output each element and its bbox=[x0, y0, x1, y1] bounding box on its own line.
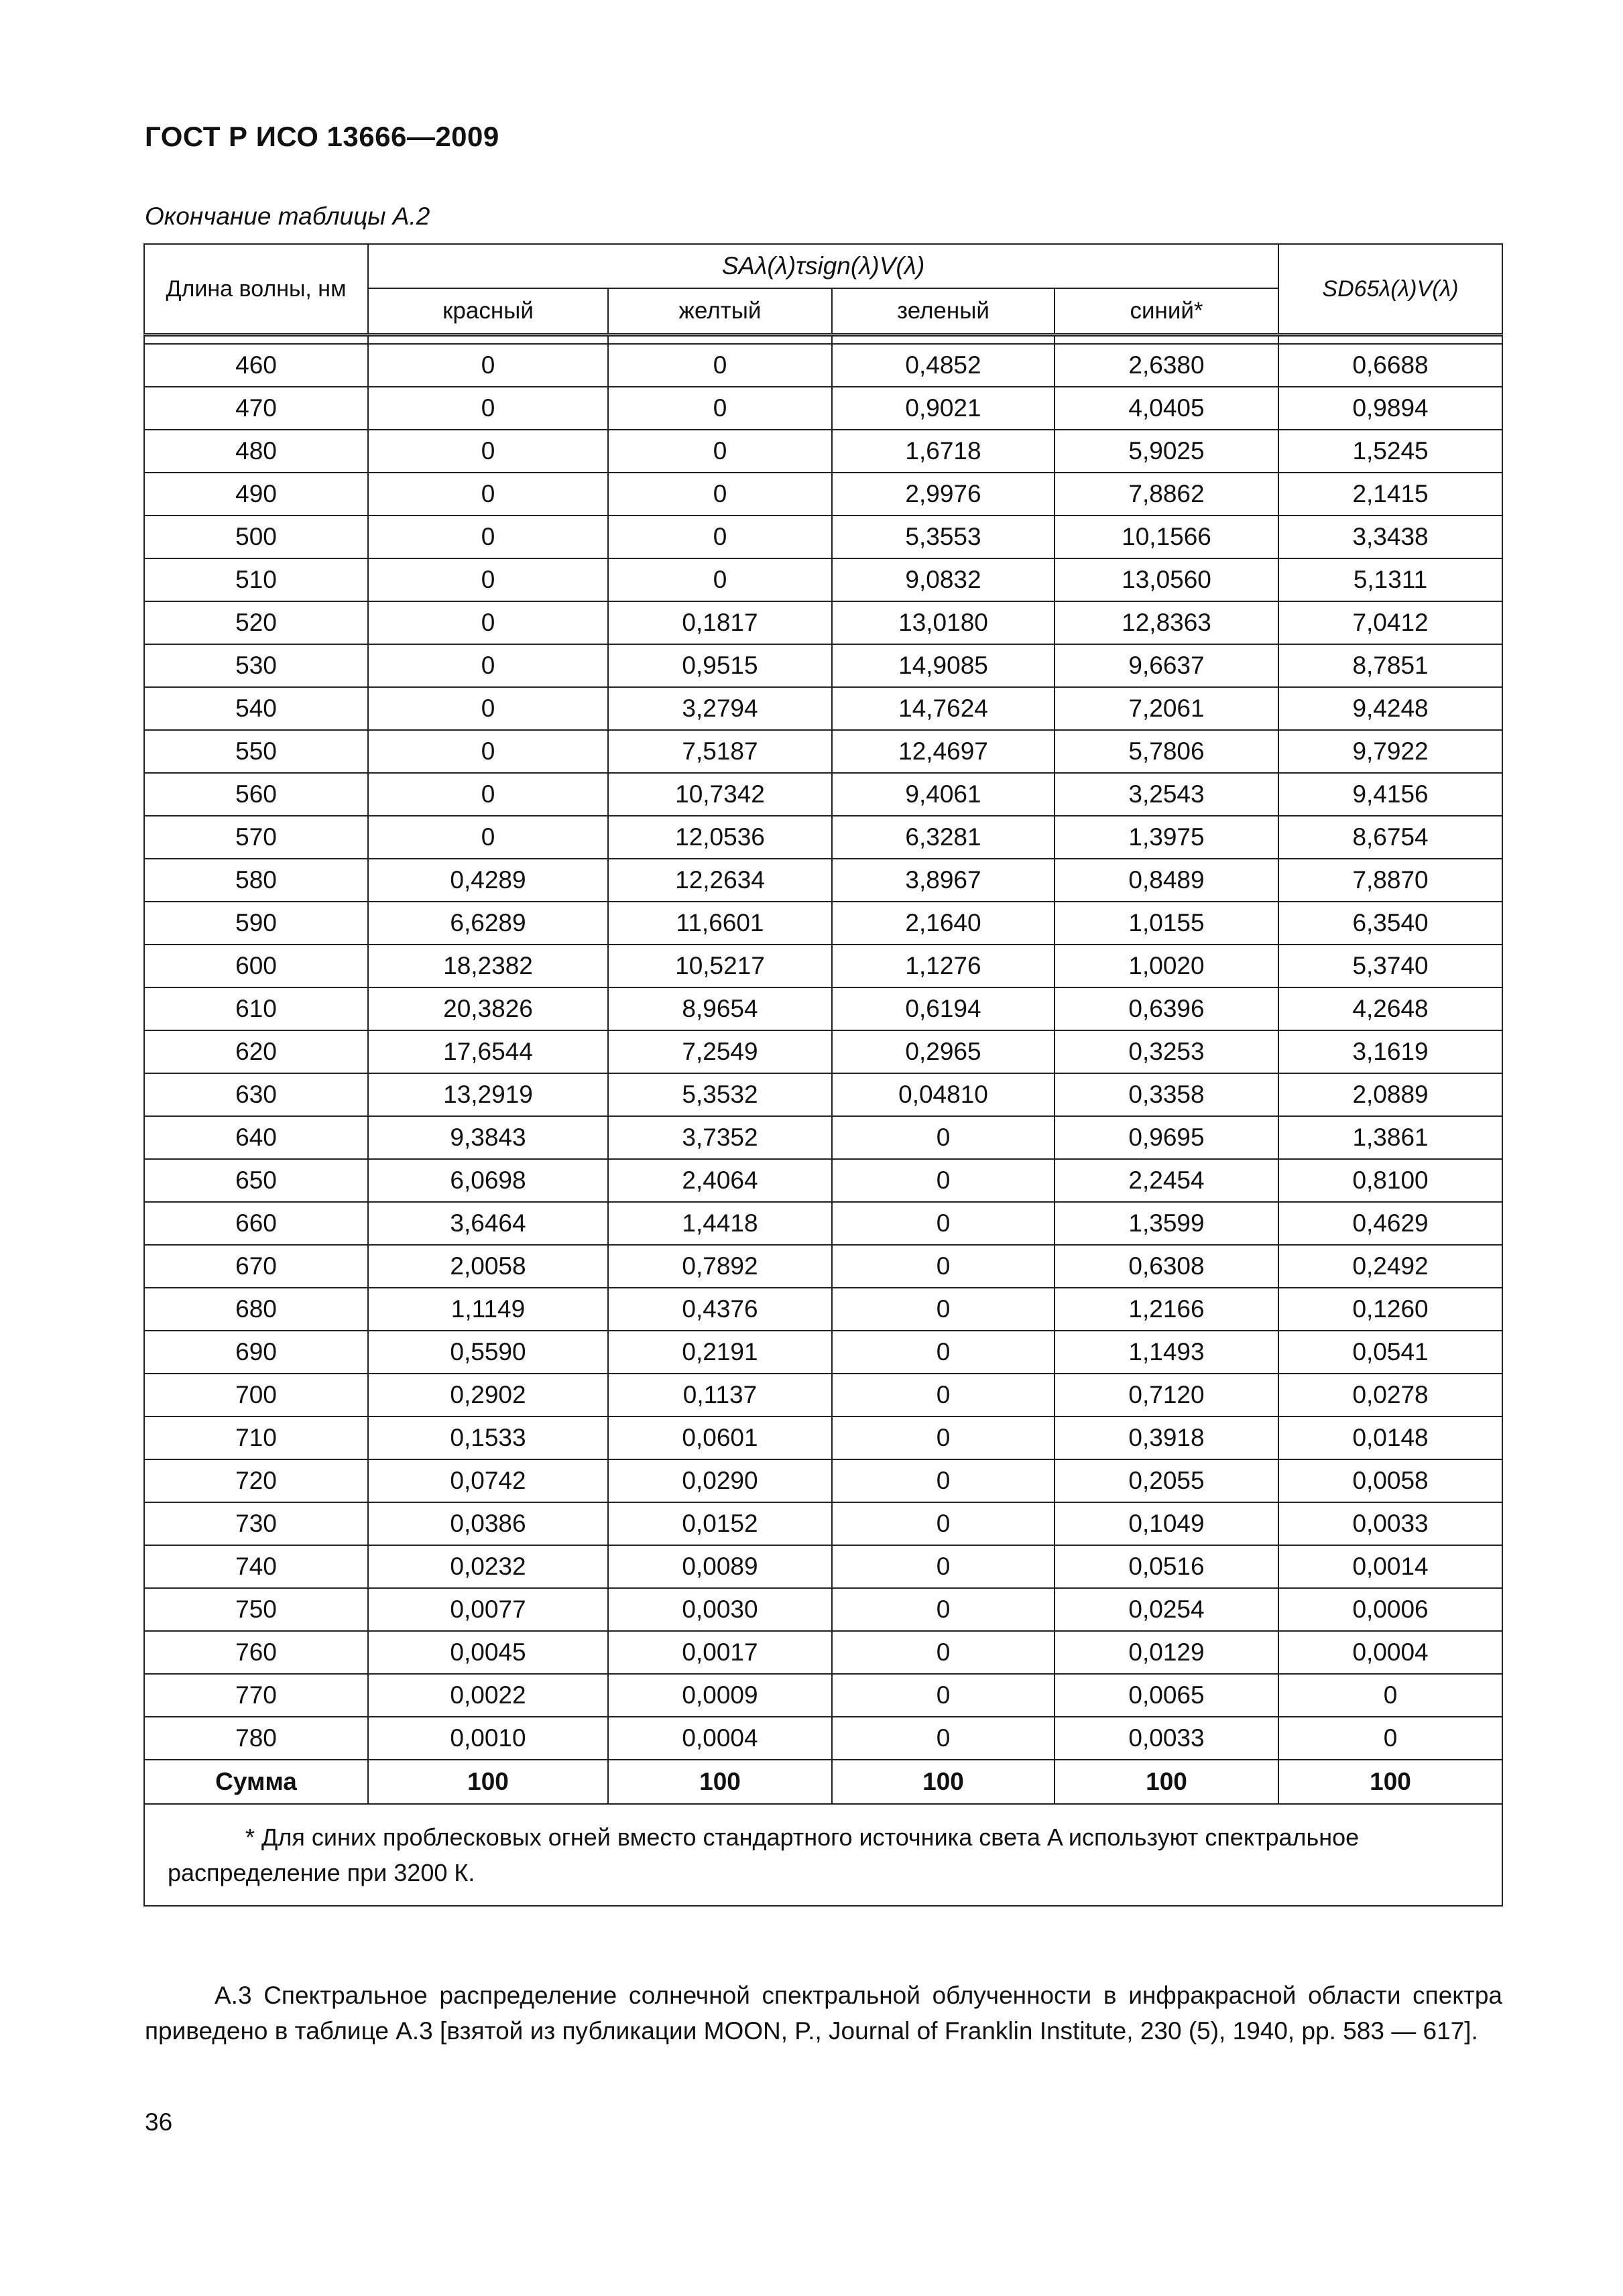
table-row bbox=[144, 1202, 1502, 1245]
value-cell: 0 bbox=[368, 773, 608, 816]
value-cell: 0,0089 bbox=[608, 1545, 832, 1588]
value-cell: 0 bbox=[368, 558, 608, 601]
value-cell: 3,6464 bbox=[368, 1202, 608, 1245]
value-cell: 0,4376 bbox=[608, 1288, 832, 1331]
value-cell: 0 bbox=[832, 1717, 1055, 1760]
value-cell: 0,9021 bbox=[832, 387, 1055, 430]
value-cell: 0 bbox=[608, 344, 832, 387]
wavelength-cell: 480 bbox=[144, 430, 368, 473]
table-row bbox=[144, 1717, 1502, 1760]
value-cell: 0,0010 bbox=[368, 1717, 608, 1760]
wavelength-cell: 510 bbox=[144, 558, 368, 601]
value-cell: 0,0058 bbox=[1278, 1459, 1502, 1502]
table-row bbox=[144, 730, 1502, 773]
value-cell: 8,6754 bbox=[1278, 816, 1502, 859]
value-cell: 6,3281 bbox=[832, 816, 1055, 859]
value-cell: 5,3532 bbox=[608, 1073, 832, 1116]
table-row bbox=[144, 1073, 1502, 1116]
value-cell: 17,6544 bbox=[368, 1030, 608, 1073]
value-cell: 1,4418 bbox=[608, 1202, 832, 1245]
wavelength-cell: 530 bbox=[144, 644, 368, 687]
value-cell: 0 bbox=[832, 1116, 1055, 1159]
table-row bbox=[144, 1459, 1502, 1502]
wavelength-cell: 490 bbox=[144, 473, 368, 516]
value-cell: 3,2794 bbox=[608, 687, 832, 730]
value-cell: 0,0009 bbox=[608, 1674, 832, 1717]
wavelength-cell: 570 bbox=[144, 816, 368, 859]
wavelength-cell: 590 bbox=[144, 902, 368, 945]
table-row bbox=[144, 1416, 1502, 1459]
header-separator bbox=[144, 335, 1502, 345]
value-cell: 9,6637 bbox=[1055, 644, 1278, 687]
value-cell: 0,4852 bbox=[832, 344, 1055, 387]
value-cell: 4,0405 bbox=[1055, 387, 1278, 430]
value-cell: 9,7922 bbox=[1278, 730, 1502, 773]
value-cell: 2,1640 bbox=[832, 902, 1055, 945]
value-cell: 0,0232 bbox=[368, 1545, 608, 1588]
wavelength-cell: 550 bbox=[144, 730, 368, 773]
value-cell: 0,6688 bbox=[1278, 344, 1502, 387]
value-cell: 5,1311 bbox=[1278, 558, 1502, 601]
value-cell: 1,1493 bbox=[1055, 1331, 1278, 1374]
value-cell: 2,9976 bbox=[832, 473, 1055, 516]
wavelength-cell: 540 bbox=[144, 687, 368, 730]
value-cell: 6,0698 bbox=[368, 1159, 608, 1202]
value-cell: 2,0058 bbox=[368, 1245, 608, 1288]
wavelength-cell: 720 bbox=[144, 1459, 368, 1502]
value-cell: 8,9654 bbox=[608, 987, 832, 1030]
value-cell: 20,3826 bbox=[368, 987, 608, 1030]
table-body bbox=[144, 335, 1502, 1907]
value-cell: 0 bbox=[832, 1202, 1055, 1245]
value-cell: 12,4697 bbox=[832, 730, 1055, 773]
wavelength-cell: 750 bbox=[144, 1588, 368, 1631]
value-cell: 2,4064 bbox=[608, 1159, 832, 1202]
wavelength-cell: 560 bbox=[144, 773, 368, 816]
value-cell: 0,7892 bbox=[608, 1245, 832, 1288]
table-row bbox=[144, 816, 1502, 859]
value-cell: 0,6396 bbox=[1055, 987, 1278, 1030]
value-cell: 0,6308 bbox=[1055, 1245, 1278, 1288]
value-cell: 0,7120 bbox=[1055, 1374, 1278, 1416]
value-cell: 0 bbox=[608, 558, 832, 601]
value-cell: 0,0030 bbox=[608, 1588, 832, 1631]
wavelength-cell: 630 bbox=[144, 1073, 368, 1116]
value-cell: 0,04810 bbox=[832, 1073, 1055, 1116]
wavelength-cell: 770 bbox=[144, 1674, 368, 1717]
value-cell: 0,0278 bbox=[1278, 1374, 1502, 1416]
value-cell: 12,0536 bbox=[608, 816, 832, 859]
value-cell: 2,2454 bbox=[1055, 1159, 1278, 1202]
value-cell: 0 bbox=[832, 1245, 1055, 1288]
value-cell: 2,6380 bbox=[1055, 344, 1278, 387]
value-cell: 0,8100 bbox=[1278, 1159, 1502, 1202]
value-cell: 1,3975 bbox=[1055, 816, 1278, 859]
value-cell: 10,7342 bbox=[608, 773, 832, 816]
value-cell: 0 bbox=[368, 730, 608, 773]
value-cell: 0 bbox=[608, 430, 832, 473]
wavelength-cell: 500 bbox=[144, 516, 368, 558]
footnote-row bbox=[144, 1804, 1502, 1906]
table-row bbox=[144, 1674, 1502, 1717]
value-cell: 0,8489 bbox=[1055, 859, 1278, 902]
value-cell: 0,2055 bbox=[1055, 1459, 1278, 1502]
sum-cell: 100 bbox=[1278, 1760, 1502, 1804]
value-cell: 0,0014 bbox=[1278, 1545, 1502, 1588]
value-cell: 14,7624 bbox=[832, 687, 1055, 730]
wavelength-cell: 730 bbox=[144, 1502, 368, 1545]
value-cell: 0 bbox=[832, 1374, 1055, 1416]
value-cell: 0,0516 bbox=[1055, 1545, 1278, 1588]
table-row bbox=[144, 558, 1502, 601]
table-row bbox=[144, 1631, 1502, 1674]
value-cell: 4,2648 bbox=[1278, 987, 1502, 1030]
value-cell: 0 bbox=[608, 516, 832, 558]
value-cell: 3,7352 bbox=[608, 1116, 832, 1159]
table-row bbox=[144, 1545, 1502, 1588]
value-cell: 0 bbox=[368, 473, 608, 516]
table-row bbox=[144, 387, 1502, 430]
table-row bbox=[144, 859, 1502, 902]
column-header-green: зеленый bbox=[832, 288, 1055, 335]
value-cell: 0 bbox=[608, 473, 832, 516]
value-cell: 13,0560 bbox=[1055, 558, 1278, 601]
value-cell: 0,0601 bbox=[608, 1416, 832, 1459]
value-cell: 0,0004 bbox=[1278, 1631, 1502, 1674]
value-cell: 0,3918 bbox=[1055, 1416, 1278, 1459]
wavelength-cell: 610 bbox=[144, 987, 368, 1030]
sum-row bbox=[144, 1760, 1502, 1804]
table-row bbox=[144, 945, 1502, 987]
table-row bbox=[144, 773, 1502, 816]
value-cell: 0 bbox=[832, 1545, 1055, 1588]
value-cell: 0,5590 bbox=[368, 1331, 608, 1374]
value-cell: 0,0742 bbox=[368, 1459, 608, 1502]
footnote-text: * Для синих проблесковых огней вместо стандартного источника света A используют спектральное распределение при 3200 К. bbox=[168, 1823, 1360, 1886]
column-header-red: красный bbox=[368, 288, 608, 335]
wavelength-cell: 660 bbox=[144, 1202, 368, 1245]
column-header-yellow: желтый bbox=[608, 288, 832, 335]
value-cell: 0 bbox=[832, 1288, 1055, 1331]
table-row bbox=[144, 987, 1502, 1030]
table-row bbox=[144, 1588, 1502, 1631]
value-cell: 0,4289 bbox=[368, 859, 608, 902]
wavelength-cell: 740 bbox=[144, 1545, 368, 1588]
value-cell: 14,9085 bbox=[832, 644, 1055, 687]
wavelength-cell: 710 bbox=[144, 1416, 368, 1459]
table-row bbox=[144, 430, 1502, 473]
value-cell: 0 bbox=[368, 516, 608, 558]
value-cell: 0,0254 bbox=[1055, 1588, 1278, 1631]
value-cell: 7,8862 bbox=[1055, 473, 1278, 516]
sum-label: Сумма bbox=[144, 1760, 368, 1804]
value-cell: 0 bbox=[368, 816, 608, 859]
document-header: ГОСТ Р ИСО 13666—2009 bbox=[145, 121, 499, 152]
table-row bbox=[144, 601, 1502, 644]
table-header bbox=[144, 244, 1502, 335]
value-cell: 0,0004 bbox=[608, 1717, 832, 1760]
wavelength-cell: 620 bbox=[144, 1030, 368, 1073]
value-cell: 1,1149 bbox=[368, 1288, 608, 1331]
wavelength-cell: 470 bbox=[144, 387, 368, 430]
sum-cell: 100 bbox=[832, 1760, 1055, 1804]
value-cell: 12,2634 bbox=[608, 859, 832, 902]
value-cell: 5,3553 bbox=[832, 516, 1055, 558]
value-cell: 1,3861 bbox=[1278, 1116, 1502, 1159]
value-cell: 0,2191 bbox=[608, 1331, 832, 1374]
table-row bbox=[144, 1030, 1502, 1073]
table-row bbox=[144, 644, 1502, 687]
sum-cell: 100 bbox=[368, 1760, 608, 1804]
value-cell: 0,2965 bbox=[832, 1030, 1055, 1073]
value-cell: 0 bbox=[368, 387, 608, 430]
paragraph-text: А.3 Спектральное распределение солнечной спектральной облученности в инфракрасной области спектра приведено в таблице А.3 [взятой из публикации MOON, P., Journal of Franklin Institute, 230 (5), 1940, pp. 583 — 617]. bbox=[145, 1982, 1502, 2045]
value-cell: 11,6601 bbox=[608, 902, 832, 945]
value-cell: 7,5187 bbox=[608, 730, 832, 773]
value-cell: 10,5217 bbox=[608, 945, 832, 987]
value-cell: 1,0020 bbox=[1055, 945, 1278, 987]
value-cell: 0,1137 bbox=[608, 1374, 832, 1416]
value-cell: 3,2543 bbox=[1055, 773, 1278, 816]
table-caption: Окончание таблицы А.2 bbox=[145, 202, 430, 230]
wavelength-cell: 580 bbox=[144, 859, 368, 902]
value-cell: 0,0386 bbox=[368, 1502, 608, 1545]
value-cell: 0 bbox=[832, 1416, 1055, 1459]
value-cell: 0,9894 bbox=[1278, 387, 1502, 430]
value-cell: 18,2382 bbox=[368, 945, 608, 987]
table-row bbox=[144, 1502, 1502, 1545]
value-cell: 0,0152 bbox=[608, 1502, 832, 1545]
value-cell: 0,0077 bbox=[368, 1588, 608, 1631]
value-cell: 5,3740 bbox=[1278, 945, 1502, 987]
value-cell: 0,2492 bbox=[1278, 1245, 1502, 1288]
value-cell: 7,2061 bbox=[1055, 687, 1278, 730]
value-cell: 0,0045 bbox=[368, 1631, 608, 1674]
wavelength-cell: 680 bbox=[144, 1288, 368, 1331]
value-cell: 0 bbox=[832, 1674, 1055, 1717]
value-cell: 3,8967 bbox=[832, 859, 1055, 902]
d65-header: SD65λ(λ)V(λ) bbox=[1278, 244, 1502, 335]
value-cell: 0,3358 bbox=[1055, 1073, 1278, 1116]
value-cell: 1,5245 bbox=[1278, 430, 1502, 473]
table-row bbox=[144, 516, 1502, 558]
value-cell: 13,0180 bbox=[832, 601, 1055, 644]
value-cell: 0,9515 bbox=[608, 644, 832, 687]
value-cell: 0,2902 bbox=[368, 1374, 608, 1416]
value-cell: 5,7806 bbox=[1055, 730, 1278, 773]
value-cell: 9,3843 bbox=[368, 1116, 608, 1159]
value-cell: 5,9025 bbox=[1055, 430, 1278, 473]
wavelength-cell: 650 bbox=[144, 1159, 368, 1202]
value-cell: 0 bbox=[1278, 1717, 1502, 1760]
value-cell: 12,8363 bbox=[1055, 601, 1278, 644]
data-table bbox=[143, 243, 1503, 1907]
page-number: 36 bbox=[145, 2108, 173, 2136]
value-cell: 0 bbox=[368, 430, 608, 473]
wavelength-cell: 640 bbox=[144, 1116, 368, 1159]
value-cell: 7,2549 bbox=[608, 1030, 832, 1073]
value-cell: 0,0129 bbox=[1055, 1631, 1278, 1674]
value-cell: 0 bbox=[832, 1502, 1055, 1545]
table-row bbox=[144, 902, 1502, 945]
value-cell: 9,4156 bbox=[1278, 773, 1502, 816]
value-cell: 0,0033 bbox=[1055, 1717, 1278, 1760]
value-cell: 0 bbox=[832, 1588, 1055, 1631]
wavelength-header: Длина волны, нм bbox=[144, 244, 368, 335]
value-cell: 0 bbox=[832, 1331, 1055, 1374]
value-cell: 0,1260 bbox=[1278, 1288, 1502, 1331]
wavelength-cell: 670 bbox=[144, 1245, 368, 1288]
value-cell: 3,1619 bbox=[1278, 1030, 1502, 1073]
value-cell: 0,0017 bbox=[608, 1631, 832, 1674]
value-cell: 7,8870 bbox=[1278, 859, 1502, 902]
value-cell: 0,0290 bbox=[608, 1459, 832, 1502]
value-cell: 10,1566 bbox=[1055, 516, 1278, 558]
value-cell: 0,0033 bbox=[1278, 1502, 1502, 1545]
table-row bbox=[144, 1116, 1502, 1159]
value-cell: 9,4061 bbox=[832, 773, 1055, 816]
value-cell: 1,1276 bbox=[832, 945, 1055, 987]
wavelength-cell: 780 bbox=[144, 1717, 368, 1760]
value-cell: 2,0889 bbox=[1278, 1073, 1502, 1116]
value-cell: 0,4629 bbox=[1278, 1202, 1502, 1245]
value-cell: 0 bbox=[368, 601, 608, 644]
value-cell: 0,3253 bbox=[1055, 1030, 1278, 1073]
value-cell: 0,0065 bbox=[1055, 1674, 1278, 1717]
value-cell: 0 bbox=[368, 687, 608, 730]
value-cell: 0,0006 bbox=[1278, 1588, 1502, 1631]
table-row bbox=[144, 344, 1502, 387]
group-header bbox=[368, 244, 1278, 288]
value-cell: 0,1533 bbox=[368, 1416, 608, 1459]
value-cell: 0,0148 bbox=[1278, 1416, 1502, 1459]
table-row bbox=[144, 1374, 1502, 1416]
value-cell: 0 bbox=[832, 1631, 1055, 1674]
table-row bbox=[144, 1288, 1502, 1331]
value-cell: 1,2166 bbox=[1055, 1288, 1278, 1331]
value-cell: 9,4248 bbox=[1278, 687, 1502, 730]
value-cell: 3,3438 bbox=[1278, 516, 1502, 558]
value-cell: 9,0832 bbox=[832, 558, 1055, 601]
wavelength-cell: 520 bbox=[144, 601, 368, 644]
wavelength-cell: 460 bbox=[144, 344, 368, 387]
table-row bbox=[144, 473, 1502, 516]
value-cell: 0 bbox=[1278, 1674, 1502, 1717]
value-cell: 0 bbox=[832, 1459, 1055, 1502]
value-cell: 6,3540 bbox=[1278, 902, 1502, 945]
wavelength-cell: 600 bbox=[144, 945, 368, 987]
value-cell: 8,7851 bbox=[1278, 644, 1502, 687]
value-cell: 1,6718 bbox=[832, 430, 1055, 473]
column-header-blue: синий* bbox=[1055, 288, 1278, 335]
value-cell: 0,1049 bbox=[1055, 1502, 1278, 1545]
table-row bbox=[144, 1245, 1502, 1288]
wavelength-cell: 760 bbox=[144, 1631, 368, 1674]
wavelength-cell: 700 bbox=[144, 1374, 368, 1416]
value-cell: 13,2919 bbox=[368, 1073, 608, 1116]
section-paragraph bbox=[145, 1978, 1502, 2049]
table-row bbox=[144, 687, 1502, 730]
value-cell: 6,6289 bbox=[368, 902, 608, 945]
value-cell: 0 bbox=[608, 387, 832, 430]
wavelength-cell: 690 bbox=[144, 1331, 368, 1374]
table-row bbox=[144, 1331, 1502, 1374]
sum-cell: 100 bbox=[1055, 1760, 1278, 1804]
value-cell: 0,9695 bbox=[1055, 1116, 1278, 1159]
value-cell: 0 bbox=[368, 644, 608, 687]
value-cell: 0,0541 bbox=[1278, 1331, 1502, 1374]
value-cell: 0 bbox=[368, 344, 608, 387]
value-cell: 0,1817 bbox=[608, 601, 832, 644]
value-cell: 0,0022 bbox=[368, 1674, 608, 1717]
value-cell: 2,1415 bbox=[1278, 473, 1502, 516]
value-cell: 0 bbox=[832, 1159, 1055, 1202]
group-header-formula: SAλ(λ)τsign(λ)V(λ) bbox=[721, 252, 925, 280]
footnote-cell bbox=[144, 1804, 1502, 1906]
value-cell: 1,3599 bbox=[1055, 1202, 1278, 1245]
value-cell: 0,6194 bbox=[832, 987, 1055, 1030]
table-row bbox=[144, 1159, 1502, 1202]
value-cell: 1,0155 bbox=[1055, 902, 1278, 945]
value-cell: 7,0412 bbox=[1278, 601, 1502, 644]
sum-cell: 100 bbox=[608, 1760, 832, 1804]
